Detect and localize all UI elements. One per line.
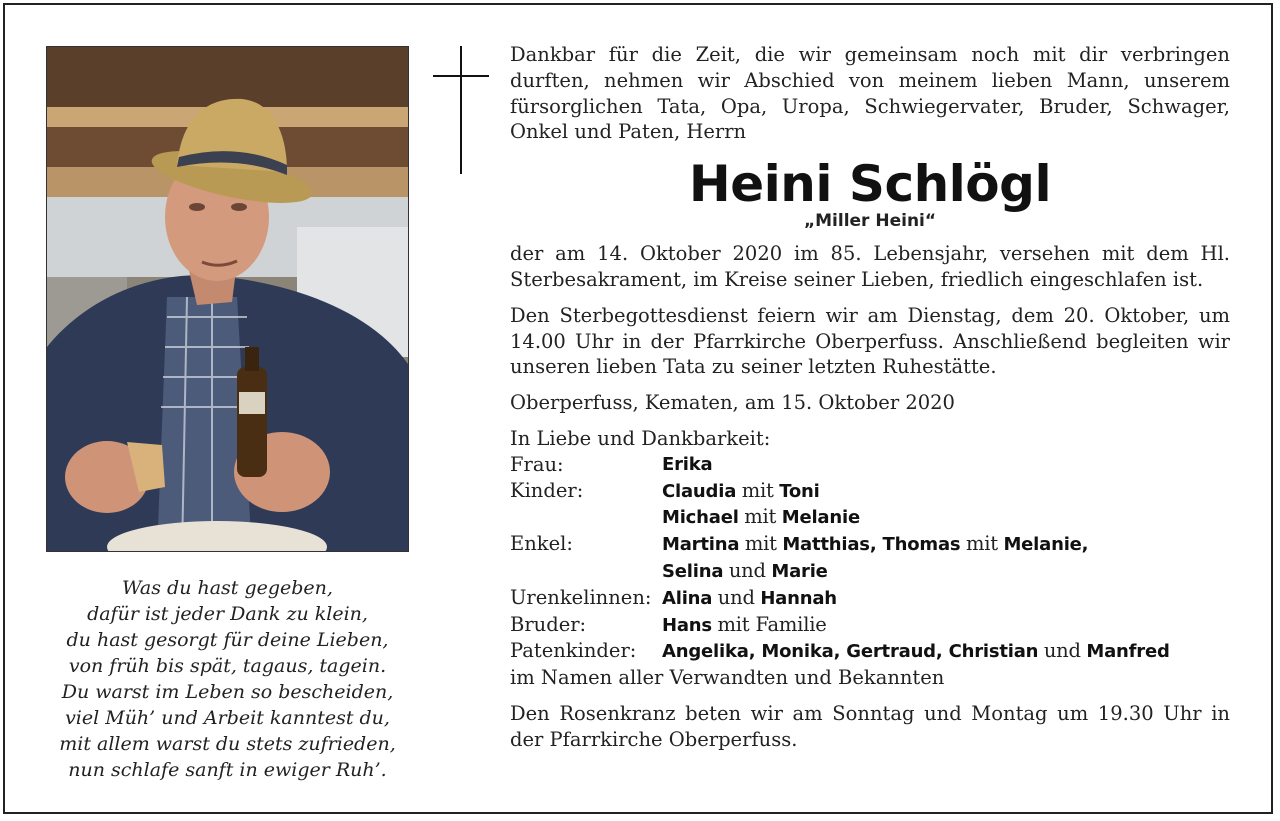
poem-line: dafür ist jeder Dank zu klein,: [87, 603, 368, 625]
family-row-kinder-2: [510, 504, 1230, 531]
relation-label: Urenkelinnen:: [510, 585, 652, 609]
family-member: Erika: [662, 453, 713, 475]
place-date: Oberperfuss, Kematen, am 15. Oktober 2020: [510, 391, 955, 415]
family-member: Alina: [662, 587, 713, 609]
portrait-photo: [46, 46, 409, 552]
family-row-paten: [510, 638, 1230, 665]
family-row-urenkel: [510, 585, 1230, 612]
connector-text: mit: [744, 505, 777, 529]
funeral-paragraph: Den Sterbegottesdienst feiern wir am Dienstag, dem 20. Oktober, um 14.00 Uhr in der Pfarrkirche Oberperfuss. Anschließend begleiten wir unseren lieben Tata zu seiner letzten Ruhestätte.: [510, 303, 1230, 379]
family-intro: In Liebe und Dankbarkeit:: [510, 426, 771, 450]
relation-label: Frau:: [510, 452, 564, 476]
connector-text: und: [728, 558, 766, 582]
family-member: Marie: [771, 560, 828, 582]
connector-text: mit: [744, 532, 777, 556]
family-member: Martina: [662, 534, 740, 556]
family-list: [510, 452, 1230, 691]
relation-label: Bruder:: [510, 612, 587, 636]
family-member: Selina: [662, 560, 724, 582]
nickname: „Miller Heini“: [803, 211, 937, 232]
poem-line: nun schlafe sanft in ewiger Ruh’.: [68, 759, 387, 781]
poem-line: mit allem warst du stets zufrieden,: [59, 733, 396, 755]
others-text: im Namen aller Verwandten und Bekannten: [510, 666, 945, 690]
family-row-enkel-2: [510, 558, 1230, 585]
cross-icon: [433, 46, 489, 178]
family-member: Matthias, Thomas: [782, 534, 961, 556]
obituary-text: [510, 42, 1230, 753]
connector-text: mit: [741, 478, 774, 502]
poem-line: Du warst im Leben so bescheiden,: [61, 681, 394, 703]
family-member: Melanie,: [1003, 534, 1089, 556]
family-member: Michael: [662, 507, 739, 529]
family-row-frau: [510, 452, 1230, 478]
family-member: Angelika, Monika, Gertraud, Christian: [662, 641, 1039, 663]
poem-line: du hast gesorgt für deine Lieben,: [66, 629, 389, 651]
connector-text: und: [1043, 639, 1081, 663]
family-member: Claudia: [662, 480, 737, 502]
family-row-enkel: [510, 531, 1230, 558]
poem-line: viel Müh’ und Arbeit kanntest du,: [65, 707, 390, 729]
family-member: Hannah: [760, 587, 837, 609]
family-member: Hans: [662, 614, 712, 636]
relation-label: Enkel:: [510, 532, 573, 556]
deceased-name: Heini Schlögl: [688, 155, 1052, 214]
relation-label: Kinder:: [510, 478, 584, 502]
connector-text: und: [717, 585, 755, 609]
family-row-others: [510, 665, 1230, 691]
connector-text: mit: [965, 532, 998, 556]
family-member: Toni: [779, 480, 820, 502]
rosary-paragraph: Den Rosenkranz beten wir am Sonntag und Montag um 19.30 Uhr in der Pfarrkirche Oberperfuss.: [510, 701, 1230, 751]
poem-line: von früh bis spät, tagaus, tagein.: [68, 655, 387, 677]
relation-label: Patenkinder:: [510, 639, 637, 663]
poem-line: Was du hast gegeben,: [122, 577, 333, 599]
family-row-kinder: [510, 478, 1230, 505]
poem: [36, 575, 419, 783]
family-member: Melanie: [781, 507, 860, 529]
connector-text: mit Familie: [717, 612, 827, 636]
family-member: Manfred: [1086, 641, 1170, 663]
intro-paragraph: Dankbar für die Zeit, die wir gemeinsam noch mit dir verbringen durften, nehmen wir Abschied von meinem lieben Mann, unserem fürsorglichen Tata, Opa, Uropa, Schwiegervater, Bruder, Schwager, Onkel und Paten, Herrn: [510, 43, 1230, 144]
family-row-bruder: [510, 612, 1230, 639]
death-paragraph: der am 14. Oktober 2020 im 85. Lebensjahr, versehen mit dem Hl. Sterbesakrament, im Kreise seiner Lieben, friedlich eingeschlafen ist.: [510, 242, 1230, 291]
